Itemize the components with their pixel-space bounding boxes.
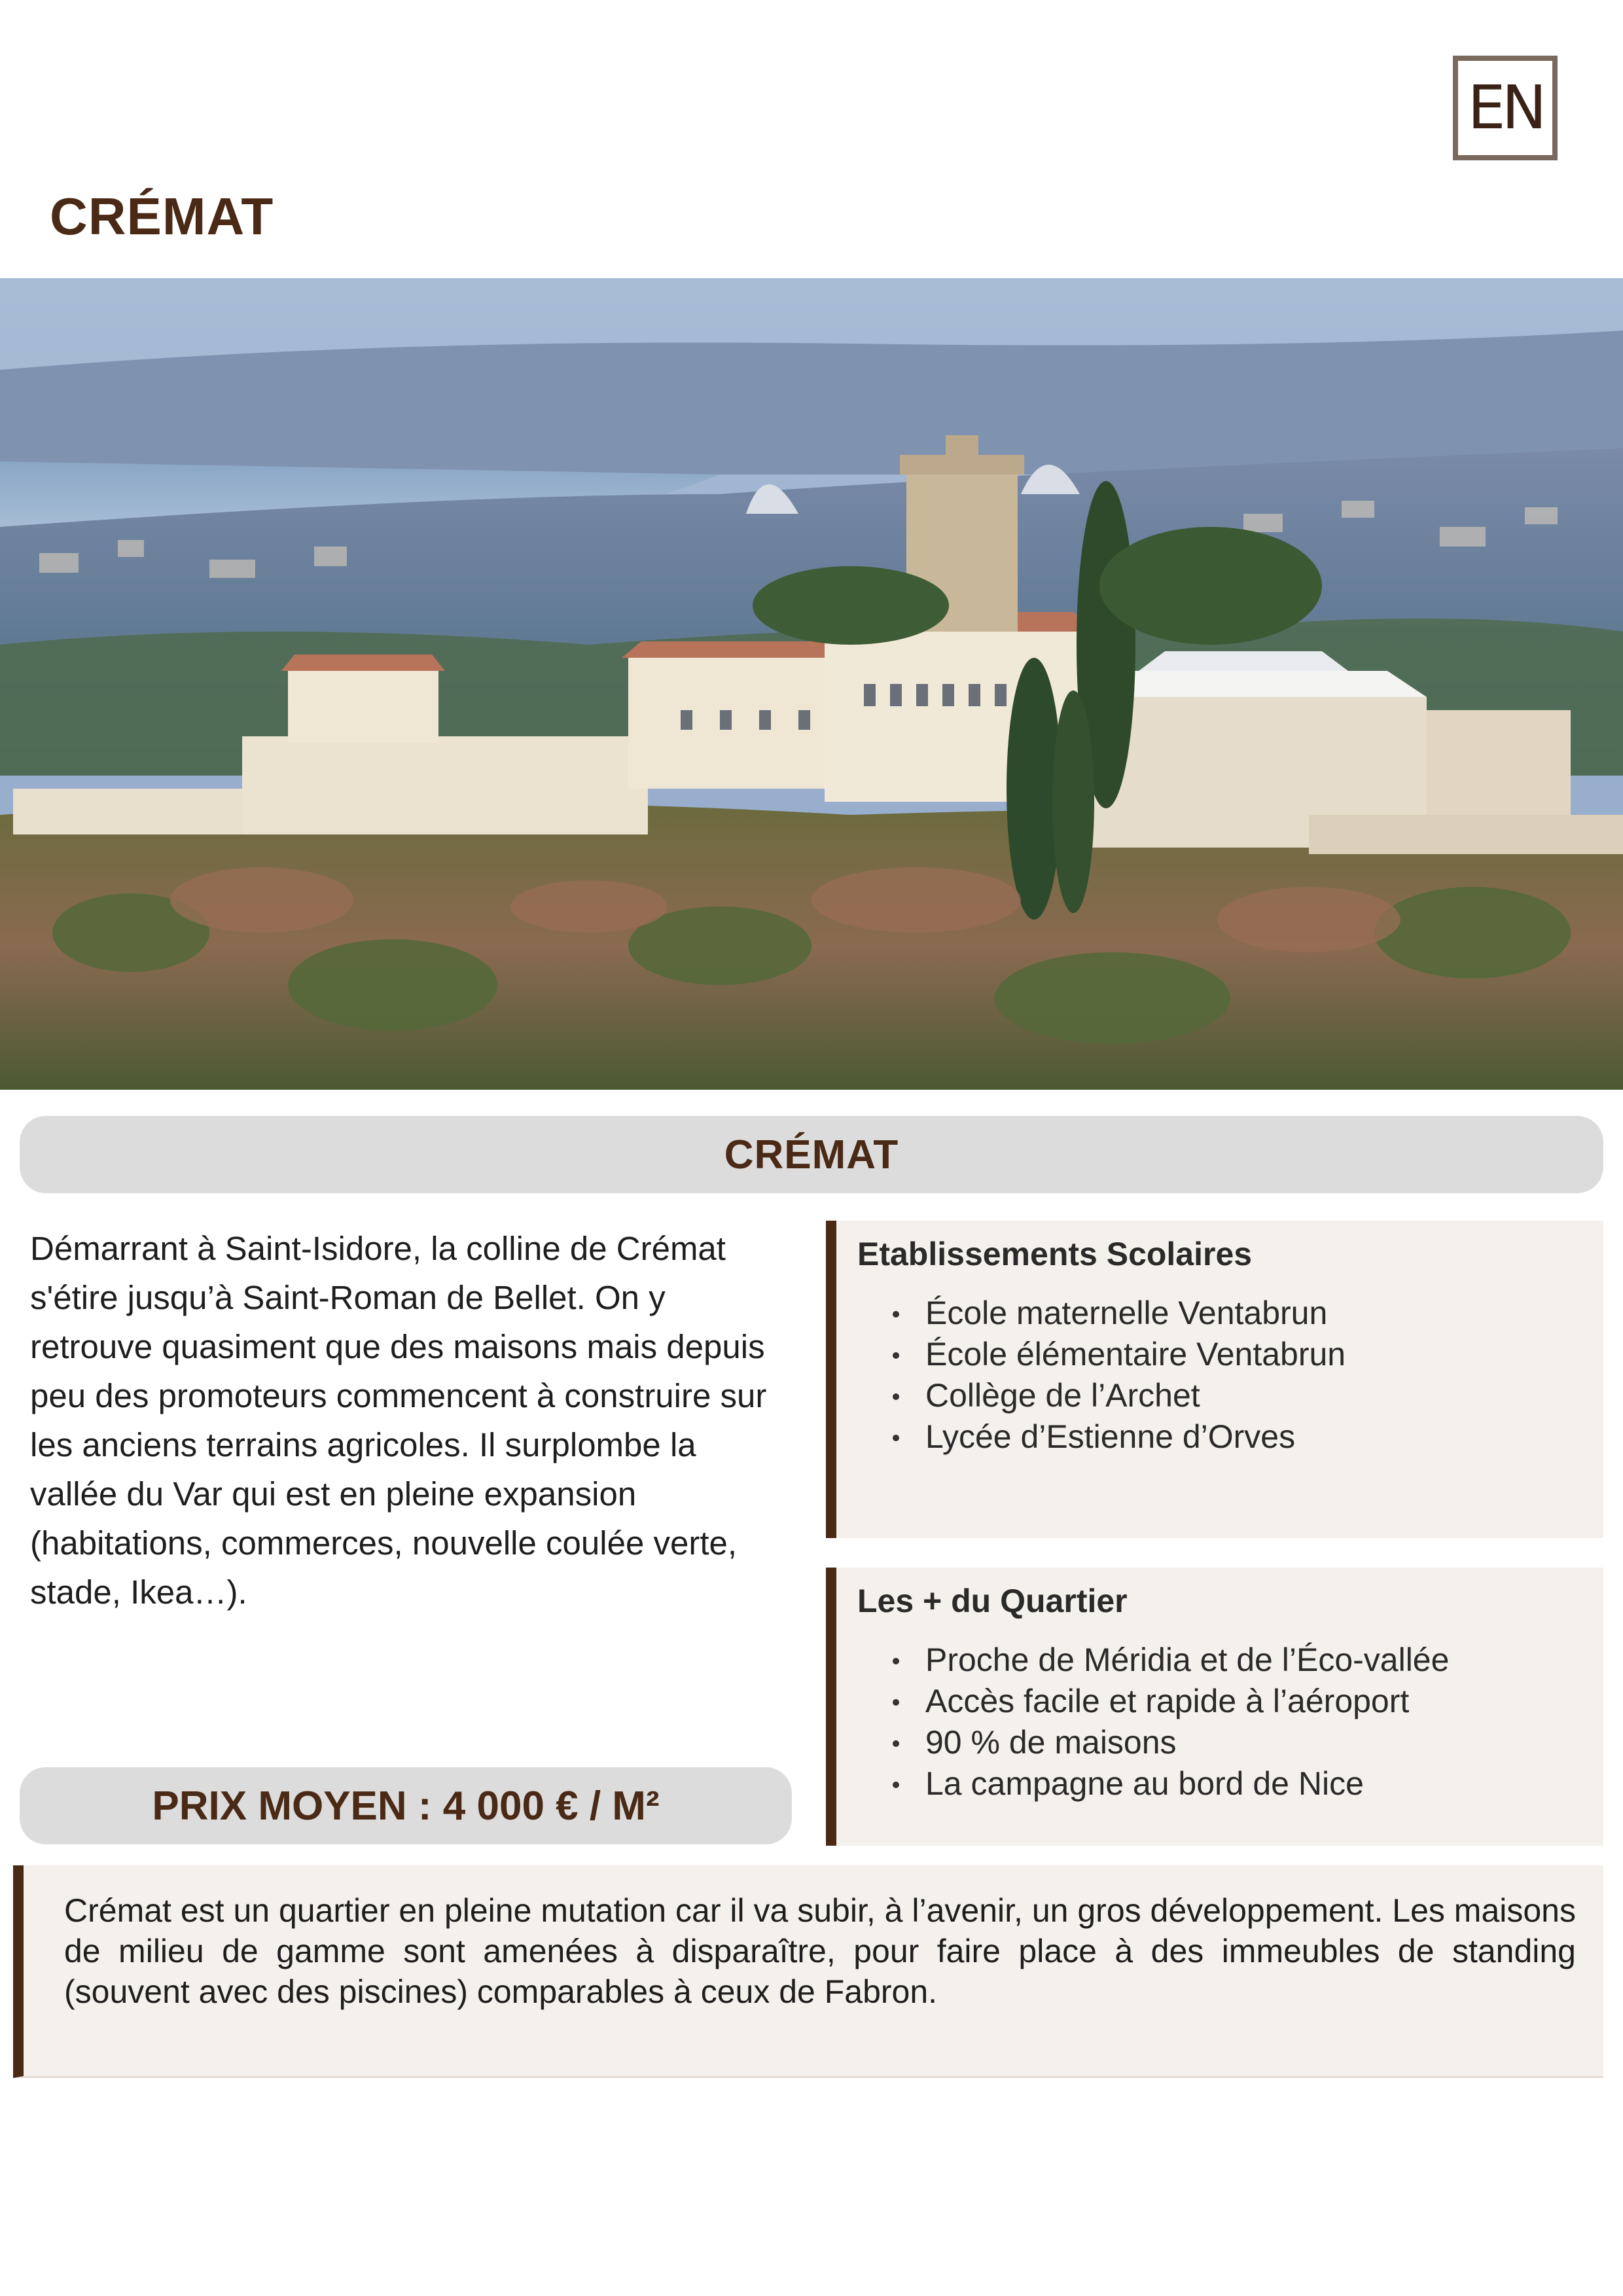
list-item: Collège de l’Archet — [925, 1375, 1346, 1416]
logo-text: EN — [1467, 73, 1543, 143]
schools-list — [836, 1293, 1346, 1458]
list-item: École maternelle Ventabrun — [925, 1293, 1346, 1334]
schools-box — [826, 1221, 1603, 1538]
list-item: Lycée d’Estienne d’Orves — [925, 1416, 1346, 1458]
intro-paragraph: Démarrant à Saint-Isidore, la colline de Crémat s'étire jusqu’à Saint-Roman de Bellet. On y retrouve quasiment que des maisons mais depuis peu des promoteurs commencent à construire sur les anciens terrains agricoles. Il surplombe la vallée du Var qui est en pleine expansion (habitations, commerces, nouvelle coulée verte, stade, Ikea…). — [30, 1230, 767, 1611]
schools-title: Etablissements Scolaires — [857, 1236, 1253, 1272]
page-title: CRÉMAT — [50, 187, 274, 245]
section-title: CRÉMAT — [20, 1116, 1603, 1193]
hero-illustration — [0, 278, 1623, 1090]
list-item: École élémentaire Ventabrun — [925, 1334, 1346, 1375]
list-item: Accès facile et rapide à l’aéroport — [925, 1681, 1449, 1722]
hero-photo — [0, 278, 1623, 1090]
list-item: Proche de Méridia et de l’Éco-vallée — [925, 1640, 1449, 1681]
highlights-list — [836, 1640, 1449, 1804]
brand-logo — [1453, 56, 1558, 160]
highlights-title: Les + du Quartier — [857, 1583, 1128, 1619]
list-item: 90 % de maisons — [925, 1722, 1449, 1763]
conclusion-text: Crémat est un quartier en pleine mutation car il va subir, à l’avenir, un gros développement. Les maisons de milieu de gamme sont amenées à disparaître, pour faire place à des immeubles de standing (souvent avec des piscines) comparables à ceux de Fabron. — [64, 1892, 1576, 2010]
list-item: La campagne au bord de Nice — [925, 1763, 1449, 1804]
conclusion-box — [13, 1865, 1603, 2078]
neighborhood-highlights-box — [826, 1568, 1603, 1846]
price-badge: PRIX MOYEN : 4 000 € / M² — [20, 1767, 792, 1844]
